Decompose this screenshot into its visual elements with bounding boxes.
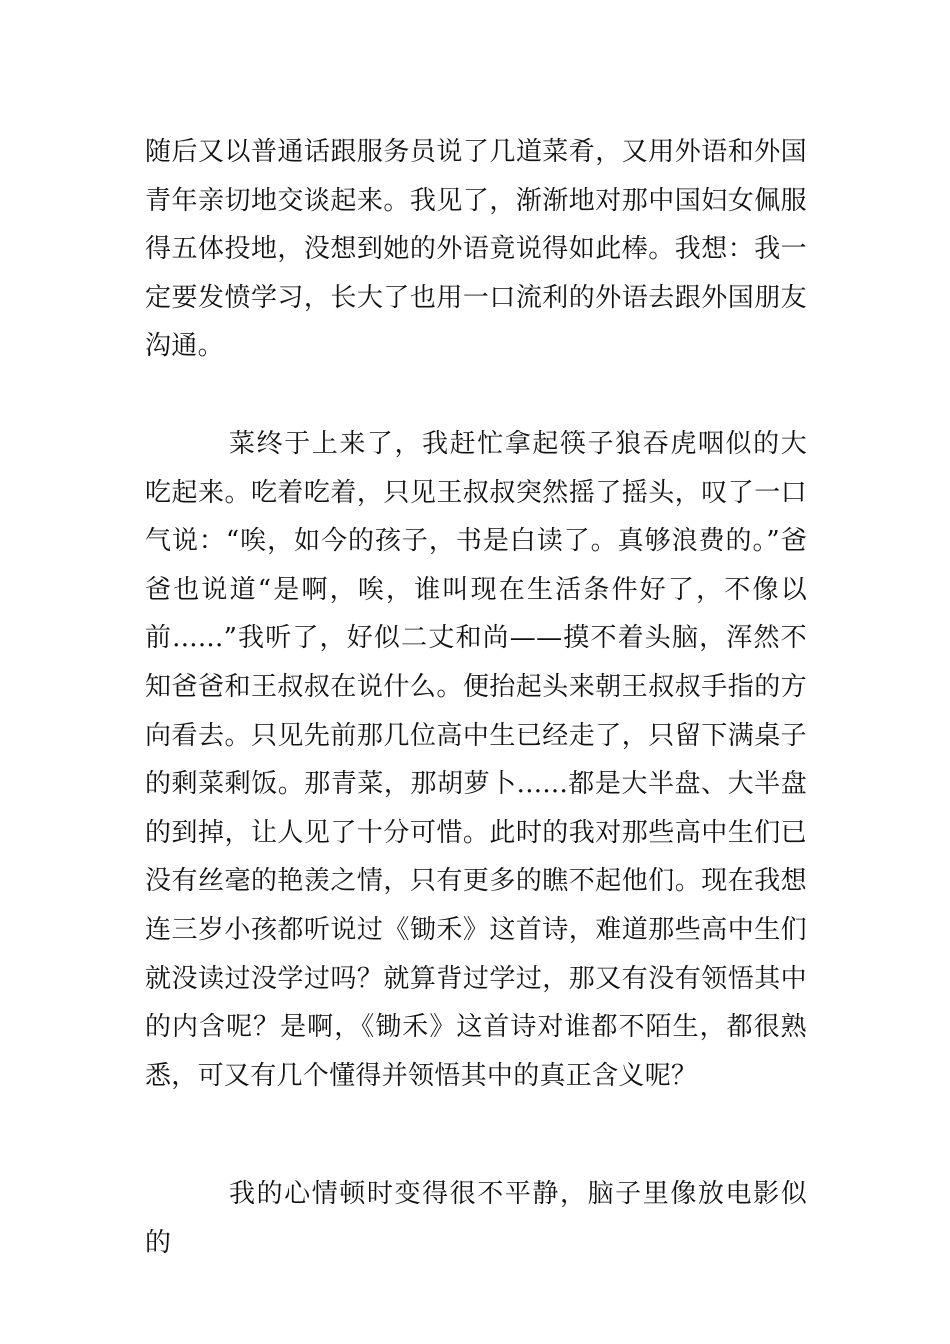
paragraph-2: 菜终于上来了，我赶忙拿起筷子狼吞虎咽似的大吃起来。吃着吃着，只见王叔叔突然摇了摇头，叹了一口气说：“唉，如今的孩子，书是白读了。真够浪费的。”爸爸也说道“是啊，唉，谁叫现在生活条件好了，不像以前......”我听了，好似二丈和尚——摸不着头脑，浑然不知爸爸和王叔叔在说什么。便抬起头来朝王叔叔手指的方向看去。只见先前那几位高中生已经走了，只留下满桌子的剩菜剩饭。那青菜，那胡萝卜......都是大半盘、大半盘的到掉，让人见了十分可惜。此时的我对那些高中生们已没有丝毫的艳羡之情，只有更多的瞧不起他们。现在我想连三岁小孩都听说过《锄禾》这首诗，难道那些高中生们就没读过没学过吗？就算背过学过，那又有没有领悟其中的内含呢？是啊，《锄禾》这首诗对谁都不陌生，都很熟悉，可又有几个懂得并领悟其中的真正含义呢？ <box>145 429 807 1091</box>
paragraph-3: 我的心情顿时变得很不平静，脑子里像放电影似的 <box>145 1179 807 1258</box>
paragraph-1: 随后又以普通话跟服务员说了几道菜肴，又用外语和外国青年亲切地交谈起来。我见了，渐渐地对那中国妇女佩服得五体投地，没想到她的外语竟说得如此棒。我想：我一定要发愤学习，长大了也用一口流利的外语去跟外国朋友沟通。 <box>145 137 807 362</box>
